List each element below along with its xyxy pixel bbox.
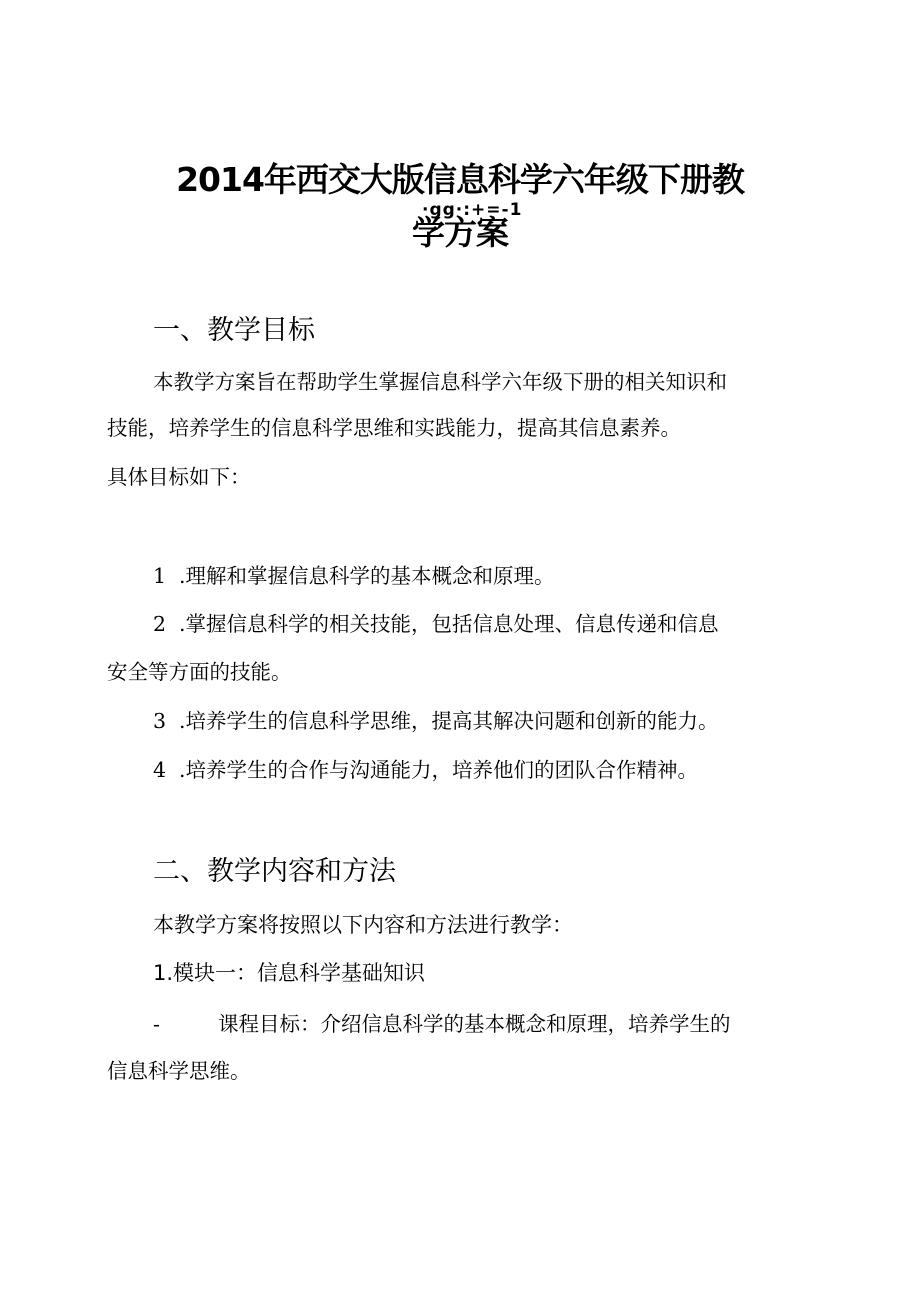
section1-paragraph-line1: 本教学方案旨在帮助学生掌握信息科学六年级下册的相关知识和 [153,370,727,394]
goal-text: .培养学生的合作与沟通能力，培养他们的团队合作精神。 [179,758,699,782]
goal-number: 4 [153,758,167,782]
section1-heading: 一、教学目标 [153,315,315,346]
module1-heading: 1.模块一：信息科学基础知识 [153,961,426,985]
goal-text: .理解和掌握信息科学的基本概念和原理。 [179,564,555,588]
goal-text: .掌握信息科学的相关技能，包括信息处理、信息传递和信息 [179,612,719,636]
goal-number: 3 [153,709,167,733]
goals-intro: 具体目标如下： [107,465,251,489]
section1-paragraph-line2: 技能，培养学生的信息科学思维和实践能力，提高其信息素养。 [107,416,681,440]
goal-item-3 [153,707,719,735]
goal-number: 1 [153,564,167,588]
document-title-line2: 学方案 [412,213,508,252]
bullet-line1: 课程目标：介绍信息科学的基本概念和原理，培养学生的 [218,1012,731,1036]
title-scan-artifact: ·gg·:+=-1 [422,200,523,220]
goal-item-2-continuation: 安全等方面的技能。 [107,660,292,684]
goal-item-1 [153,562,555,590]
bullet-dash: - [153,1012,160,1036]
goal-text: .培养学生的信息科学思维，提高其解决问题和创新的能力。 [179,709,719,733]
bullet-line2: 信息科学思维。 [107,1059,251,1083]
goal-item-2 [153,610,719,638]
section2-intro: 本教学方案将按照以下内容和方法进行教学： [153,913,573,937]
document-title-line1: 2014年西交大版信息科学六年级下册教 [176,160,744,199]
section2-heading: 二、教学内容和方法 [153,856,396,887]
goal-number: 2 [153,612,167,636]
goal-item-4 [153,756,698,784]
